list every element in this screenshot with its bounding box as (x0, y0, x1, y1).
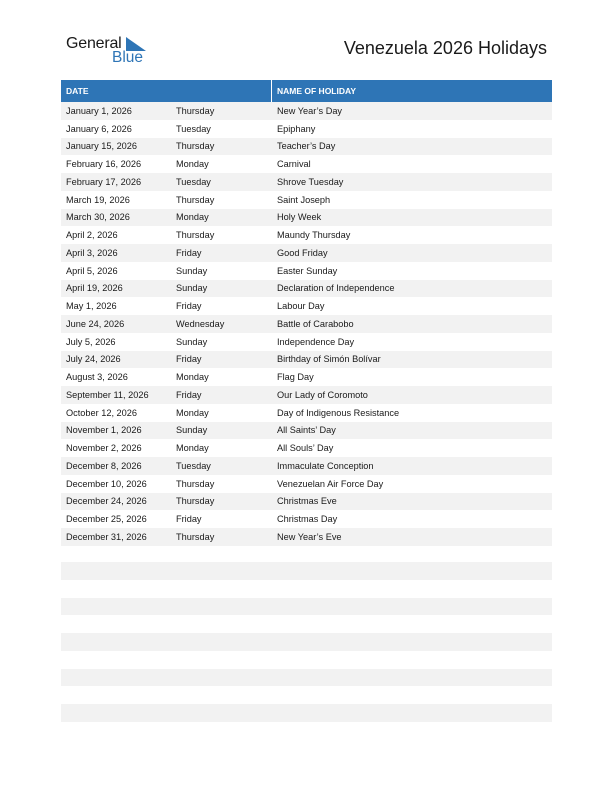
holiday-name: Christmas Eve (277, 496, 337, 507)
holiday-date: April 19, 2026 (66, 283, 123, 294)
holiday-weekday: Tuesday (176, 123, 211, 134)
holiday-date: February 17, 2026 (66, 176, 142, 187)
table-row (61, 475, 552, 493)
table-row (61, 209, 552, 227)
table-row (61, 404, 552, 422)
holiday-weekday: Monday (176, 212, 209, 223)
holiday-name: Saint Joseph (277, 194, 331, 205)
table-row (61, 528, 552, 546)
table-header (61, 80, 552, 102)
holiday-weekday: Thursday (176, 105, 215, 116)
empty-row (61, 615, 552, 633)
holiday-date: December 24, 2026 (66, 496, 147, 507)
holiday-weekday: Thursday (176, 141, 215, 152)
holiday-name: Battle of Carabobo (277, 318, 354, 329)
table-row (61, 138, 552, 156)
empty-row (61, 598, 552, 616)
holiday-weekday: Tuesday (176, 176, 211, 187)
table-row (61, 439, 552, 457)
holiday-date: October 12, 2026 (66, 407, 137, 418)
holiday-date: April 5, 2026 (66, 265, 118, 276)
table-row (61, 457, 552, 475)
holiday-name: Holy Week (277, 212, 322, 223)
column-header-name: NAME OF HOLIDAY (277, 86, 357, 96)
holiday-date: November 1, 2026 (66, 425, 142, 436)
holiday-name: Shrove Tuesday (277, 176, 344, 187)
holiday-weekday: Friday (176, 514, 202, 525)
holiday-name: Flag Day (277, 372, 314, 383)
holiday-name: All Souls’ Day (277, 443, 334, 454)
empty-row (61, 562, 552, 580)
holiday-name: Venezuelan Air Force Day (277, 478, 384, 489)
empty-row (61, 686, 552, 704)
holiday-date: June 24, 2026 (66, 318, 125, 329)
holiday-date: January 6, 2026 (66, 123, 132, 134)
holiday-name: New Year’s Day (277, 105, 343, 116)
holiday-name: Teacher’s Day (277, 141, 336, 152)
holiday-date: January 15, 2026 (66, 141, 138, 152)
holiday-weekday: Monday (176, 372, 209, 383)
empty-row (61, 704, 552, 722)
holiday-name: Birthday of Simón Bolívar (277, 354, 381, 365)
holiday-weekday: Friday (176, 301, 202, 312)
holiday-weekday: Thursday (176, 478, 215, 489)
holiday-date: March 30, 2026 (66, 212, 130, 223)
holiday-weekday: Sunday (176, 283, 208, 294)
logo-text-general: General (66, 35, 122, 52)
empty-row (61, 651, 552, 669)
holiday-weekday: Sunday (176, 265, 208, 276)
holiday-date: December 10, 2026 (66, 478, 147, 489)
table-row (61, 191, 552, 209)
holiday-weekday: Thursday (176, 496, 215, 507)
holiday-weekday: Thursday (176, 194, 215, 205)
table-row (61, 280, 552, 298)
logo-text-blue: Blue (112, 49, 144, 66)
holiday-name: Independence Day (277, 336, 355, 347)
holiday-name: Easter Sunday (277, 265, 338, 276)
generalblue-logo (66, 34, 156, 68)
table-row (61, 155, 552, 173)
holiday-name: Christmas Day (277, 514, 338, 525)
holiday-name: Maundy Thursday (277, 230, 351, 241)
table-row (61, 244, 552, 262)
holiday-date: December 31, 2026 (66, 531, 147, 542)
holiday-name: Epiphany (277, 123, 316, 134)
holiday-date: August 3, 2026 (66, 372, 128, 383)
holiday-date: November 2, 2026 (66, 443, 142, 454)
holiday-name: Labour Day (277, 301, 325, 312)
table-row (61, 386, 552, 404)
column-header-date: DATE (66, 86, 89, 96)
holiday-name: Our Lady of Coromoto (277, 389, 368, 400)
table-row (61, 510, 552, 528)
holiday-weekday: Sunday (176, 425, 208, 436)
holiday-name: All Saints’ Day (277, 425, 336, 436)
holiday-weekday: Friday (176, 247, 202, 258)
holiday-weekday: Friday (176, 354, 202, 365)
empty-row (61, 633, 552, 651)
holiday-weekday: Friday (176, 389, 202, 400)
holiday-date: April 3, 2026 (66, 247, 118, 258)
holiday-weekday: Thursday (176, 531, 215, 542)
table-row (61, 173, 552, 191)
table-body (61, 102, 552, 546)
page-title: Venezuela 2026 Holidays (343, 38, 547, 58)
holiday-date: December 25, 2026 (66, 514, 147, 525)
table-row (61, 315, 552, 333)
holiday-name: Good Friday (277, 247, 328, 258)
table-row (61, 493, 552, 511)
holiday-date: December 8, 2026 (66, 460, 142, 471)
table-row (61, 297, 552, 315)
table-row (61, 422, 552, 440)
holiday-weekday: Wednesday (176, 318, 225, 329)
holiday-date: January 1, 2026 (66, 105, 132, 116)
table-row (61, 120, 552, 138)
holiday-name: Carnival (277, 159, 311, 170)
holiday-date: April 2, 2026 (66, 230, 118, 241)
table-row (61, 368, 552, 386)
holiday-name: Day of Indigenous Resistance (277, 407, 400, 418)
holiday-date: September 11, 2026 (66, 389, 149, 400)
holiday-weekday: Monday (176, 407, 209, 418)
holiday-name: Immaculate Conception (277, 460, 374, 471)
holidays-table (61, 80, 552, 546)
holiday-date: July 24, 2026 (66, 354, 121, 365)
holiday-name: New Year’s Eve (277, 531, 342, 542)
table-row (61, 102, 552, 120)
holiday-name: Declaration of Independence (277, 283, 395, 294)
holiday-weekday: Monday (176, 443, 209, 454)
table-row (61, 262, 552, 280)
holiday-date: March 19, 2026 (66, 194, 130, 205)
table-row (61, 226, 552, 244)
holiday-weekday: Thursday (176, 230, 215, 241)
holiday-date: February 16, 2026 (66, 159, 142, 170)
holiday-date: May 1, 2026 (66, 301, 117, 312)
holiday-weekday: Tuesday (176, 460, 211, 471)
table-row (61, 351, 552, 369)
empty-row (61, 669, 552, 687)
holiday-weekday: Sunday (176, 336, 208, 347)
holiday-date: July 5, 2026 (66, 336, 116, 347)
table-row (61, 333, 552, 351)
empty-row (61, 580, 552, 598)
empty-rows (61, 562, 552, 722)
holiday-weekday: Monday (176, 159, 209, 170)
